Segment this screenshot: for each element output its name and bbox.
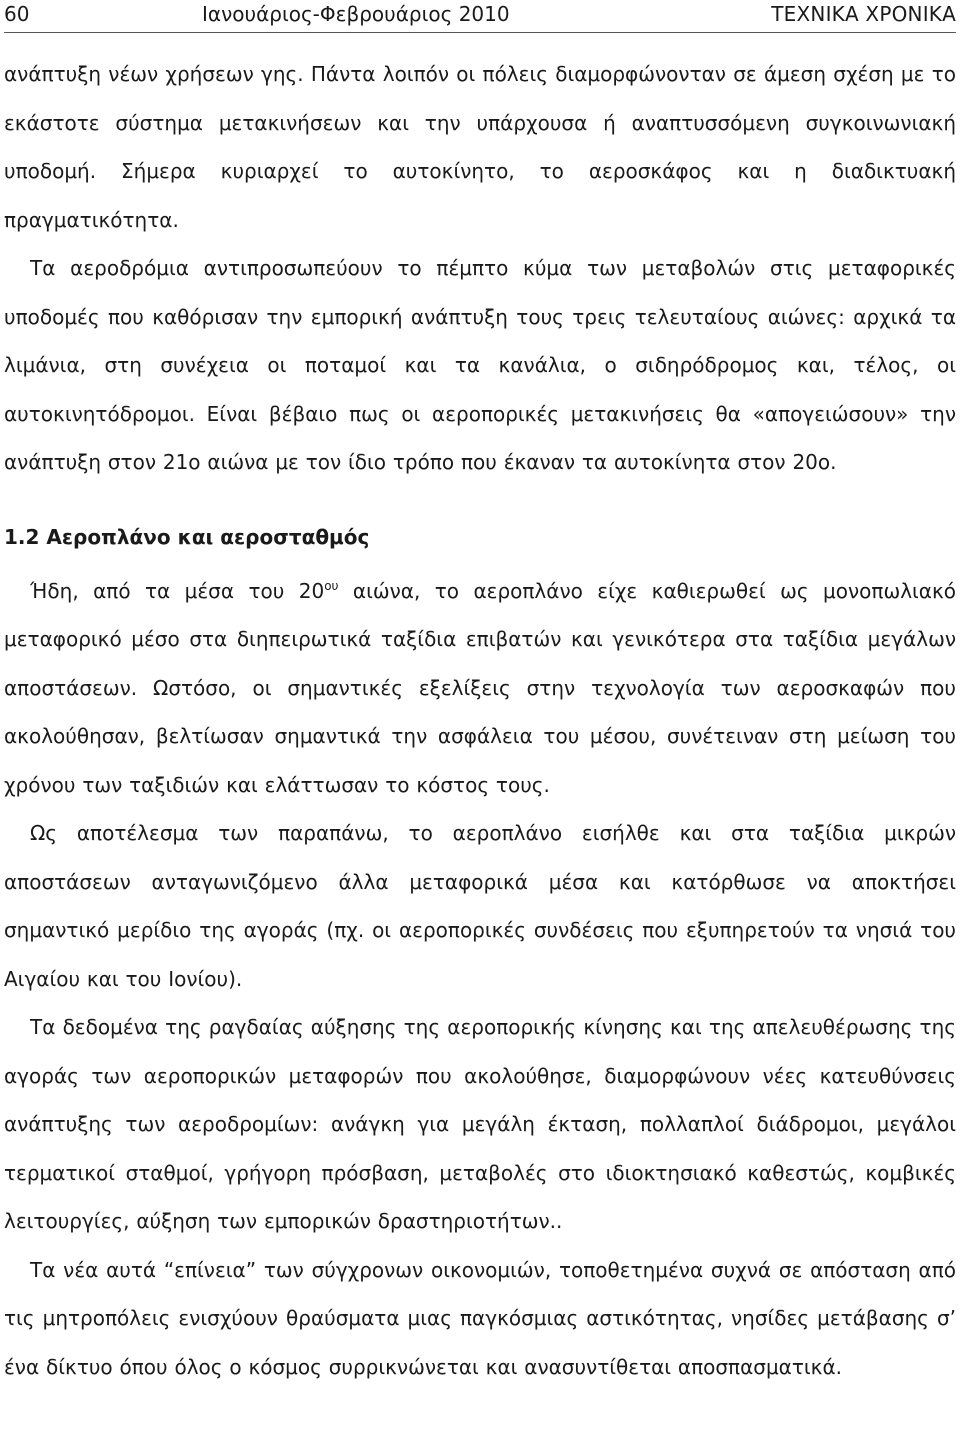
section-heading: 1.2 Αεροπλάνο και αεροσταθμός xyxy=(4,524,370,549)
article-body xyxy=(4,50,956,1391)
journal-title: ΤΕΧΝΙΚΑ ΧΡΟΝΙΚΑ xyxy=(771,2,956,26)
paragraph-4: Ως αποτέλεσμα των παραπάνω, το αεροπλάνο εισήλθε και στα ταξίδια μικρών αποστάσεων ανταγωνιζόμενο άλλα μεταφορικά μέσα και κατόρθωσε να αποκτήσει σημαντικό μερίδιο της αγοράς (πχ. οι αεροπορικές συνδέσεις που εξυπηρετούν τα νησιά του Αιγαίου και του Ιονίου). xyxy=(4,821,956,991)
page-number: 60 xyxy=(4,2,30,26)
ordinal-superscript: ου xyxy=(324,578,339,593)
paragraph-2: Τα αεροδρόμια αντιπροσωπεύουν το πέμπτο κύμα των μεταβολών στις μεταφορικές υποδομές που καθόρισαν την εμπορική ανάπτυξη τους τρεις τελευταίους αιώνες: αρχικά τα λιμάνια, στη συνέχεια οι ποταμοί και τα κανάλια, ο σιδηρόδρομος και, τέλος, οι αυτοκινητόδρομοι. Είναι βέβαιο πως οι αεροπορικές μετακινήσεις θα «απογειώσουν» την ανάπτυξη στον 21ο αιώνα με τον ίδιο τρόπο που έκαναν τα αυτοκίνητα στον 20ο. xyxy=(4,256,956,474)
paragraph-5: Τα δεδομένα της ραγδαίας αύξησης της αεροπορικής κίνησης και της απελευθέρωσης της αγοράς των αεροπορικών μεταφορών που ακολούθησε, διαμορφώνουν νέες κατευθύνσεις ανάπτυξης των αεροδρομίων: ανάγκη για μεγάλη έκταση, πολλαπλοί διάδρομοι, μεγάλοι τερματικοί σταθμοί, γρήγορη πρόσβαση, μεταβολές στο ιδιοκτησιακό καθεστώς, κομβικές λειτουργίες, αύξηση των εμπορικών δραστηριοτήτων.. xyxy=(4,1015,956,1233)
paragraph-1: ανάπτυξη νέων χρήσεων γης. Πάντα λοιπόν οι πόλεις διαμορφώνονταν σε άμεση σχέση με το εκάστοτε σύστημα μετακινήσεων και την υπάρχουσα ή αναπτυσσόμενη συγκοινωνιακή υποδομή. Σήμερα κυριαρχεί το αυτοκίνητο, το αεροσκάφος και η διαδικτυακή πραγματικότητα. xyxy=(4,62,956,232)
paragraph-3-rest: αιώνα, το αεροπλάνο είχε καθιερωθεί ως μονοπωλιακό μεταφορικό μέσο στα διηπειρωτικά ταξίδια επιβατών και γενικότερα στα ταξίδια μεγάλων αποστάσεων. Ωστόσο, οι σημαντικές εξελίξεις στην τεχνολογία των αεροσκαφών που ακολούθησαν, βελτίωσαν σημαντικά την ασφάλεια του μέσου, συνέτειναν στη μείωση του χρόνου των ταξιδιών και ελάττωσαν το κόστος τους. xyxy=(4,578,956,797)
running-header xyxy=(4,0,956,33)
issue-date: Ιανουάριος-Φεβρουάριος 2010 xyxy=(202,2,510,26)
paragraph-3 xyxy=(4,567,956,810)
paragraph-3-start: Ήδη, από τα μέσα του 20 xyxy=(30,578,325,603)
paragraph-6: Τα νέα αυτά “επίνεια” των σύγχρονων οικονομιών, τοποθετημένα συχνά σε απόσταση από τις μητροπόλεις ενισχύουν θραύσματα μιας παγκόσμιας αστικότητας, νησίδες μετάβασης σ’ ένα δίκτυο όπου όλος ο κόσμος συρρικνώνεται και ανασυντίθεται αποσπασματικά. xyxy=(4,1257,956,1379)
